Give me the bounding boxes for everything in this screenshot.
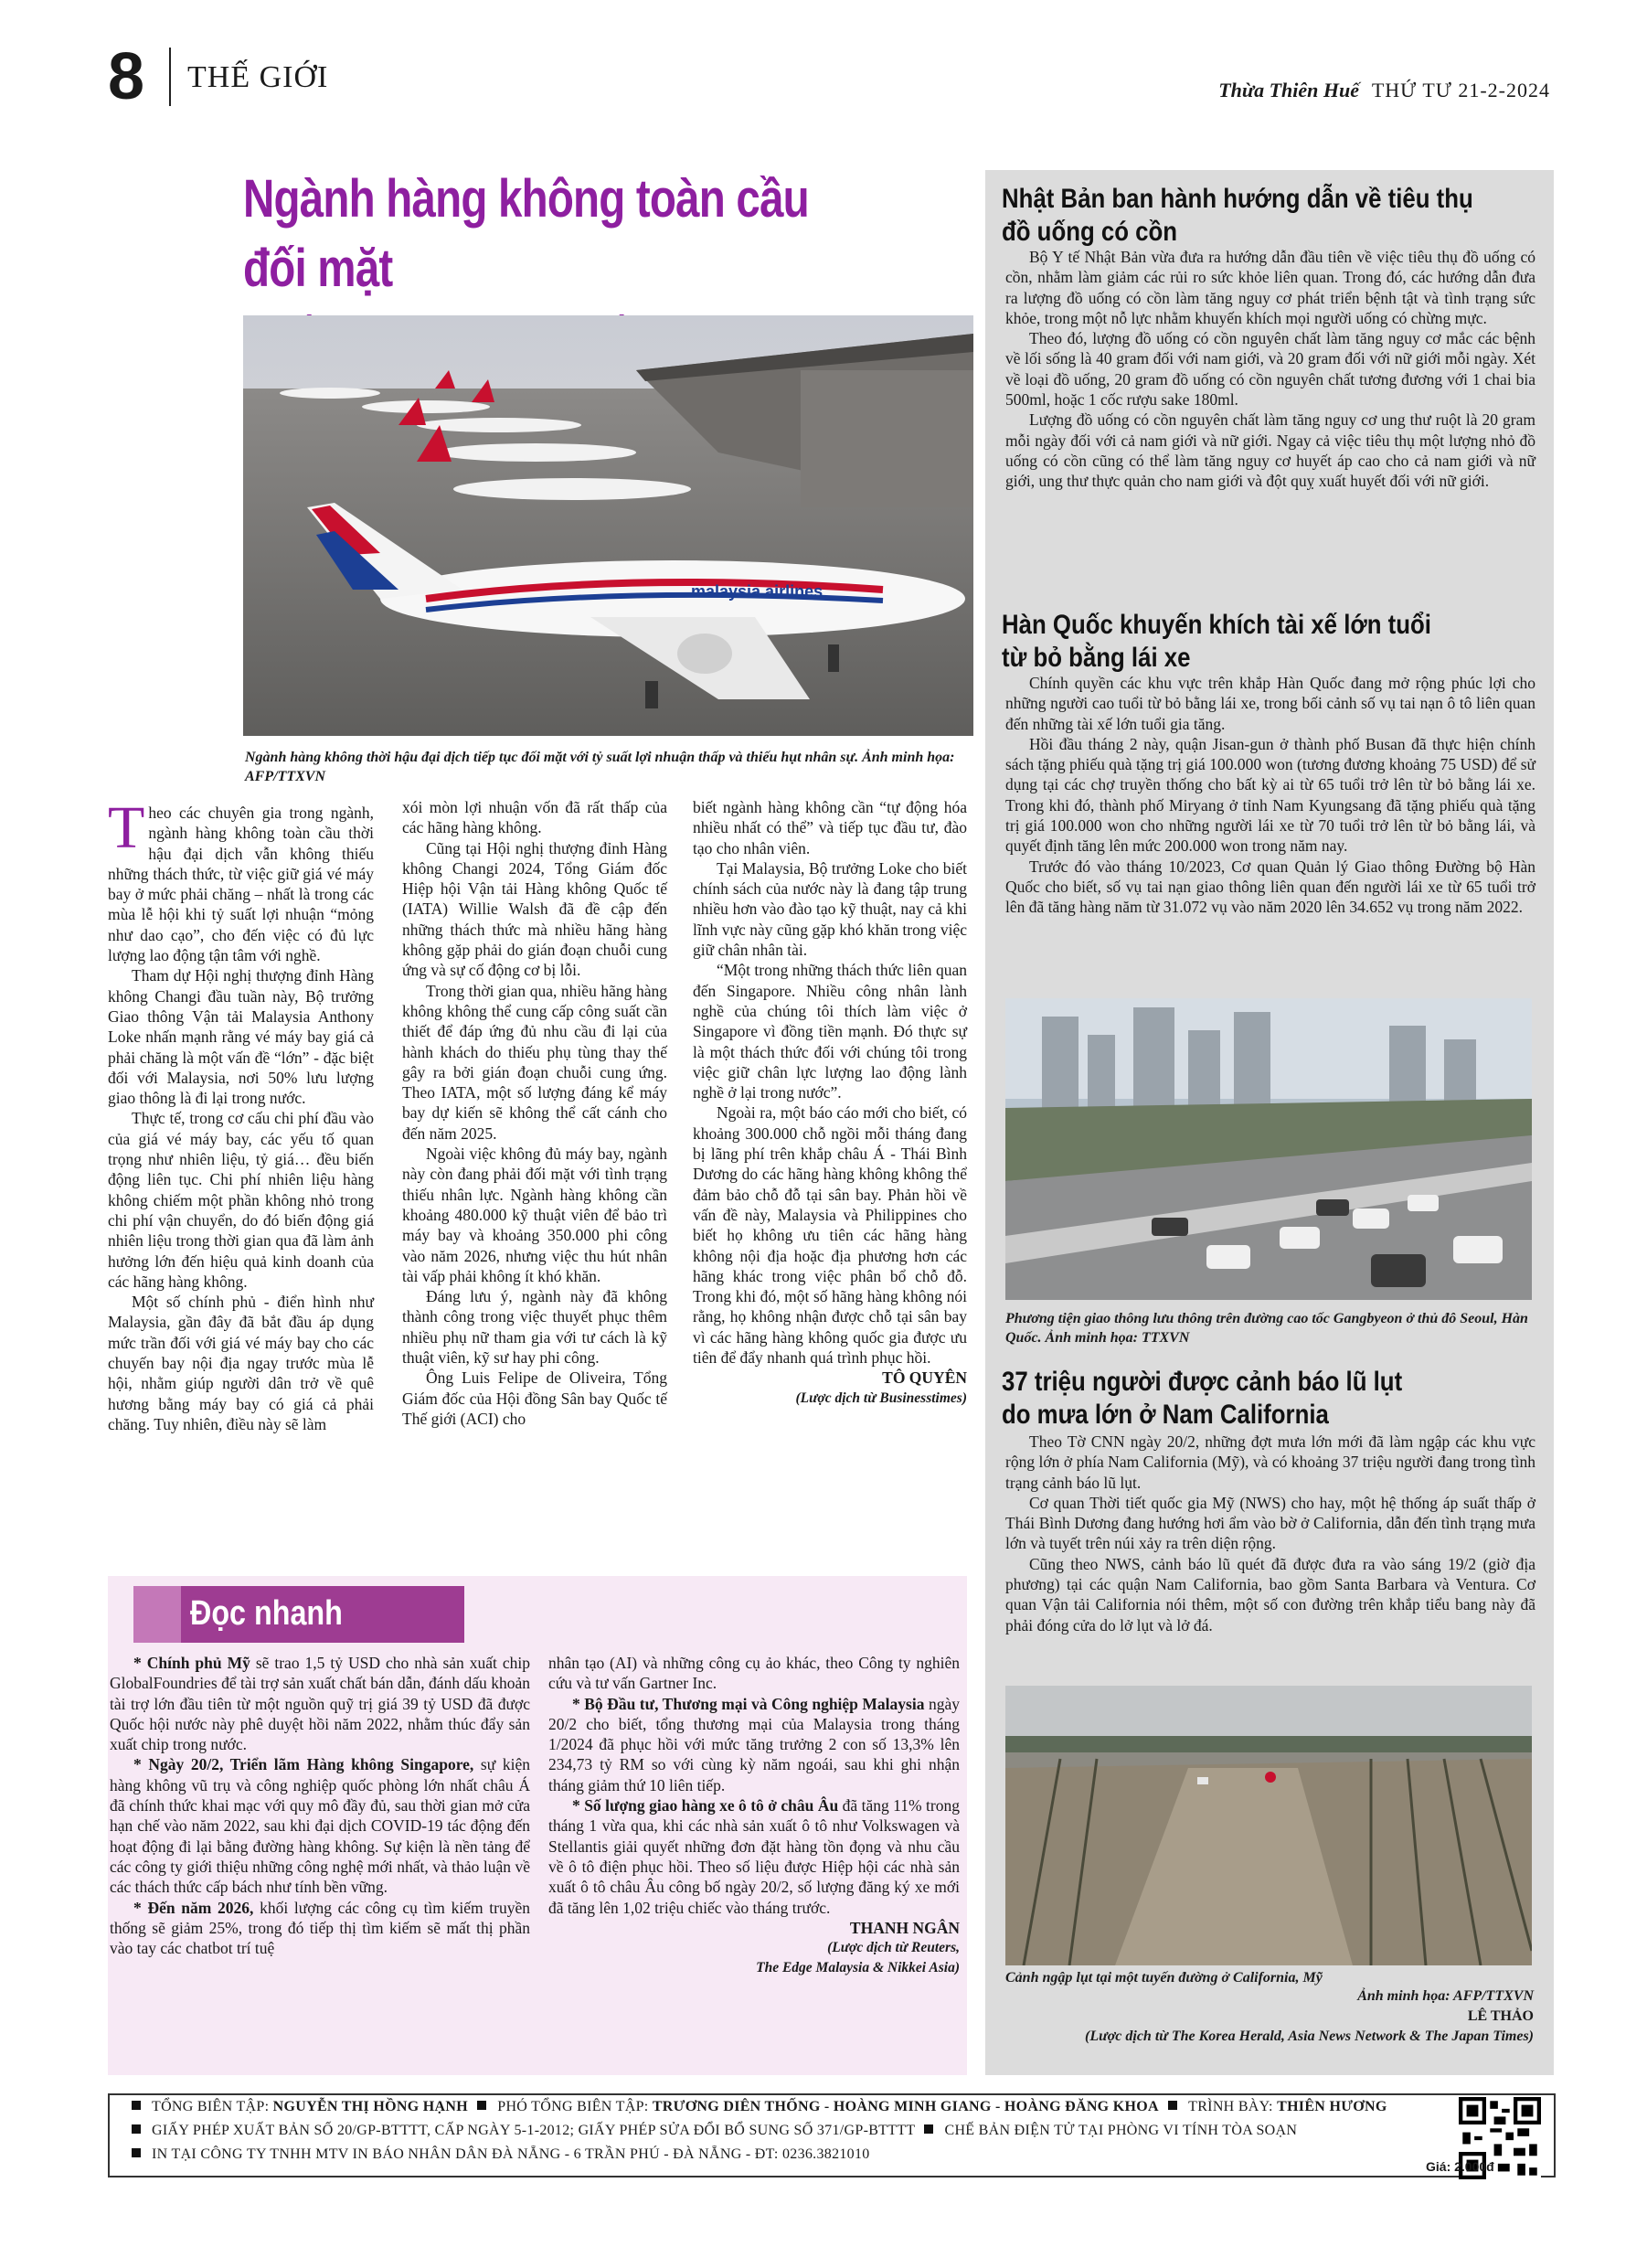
paragraph: “Một trong những thách thức liên quan đến Singapore. Nhiều công nhân lành nghề của chúng tôi thích làm việc ở Singapore vì đồng tiền mạnh. Đó thực sự là một thách thức đối với chúng tôi trong việc giữ chân lực lượng lao động lành nghề ở lại trong nước”. <box>693 961 967 1102</box>
price-label: Giá: 2.000đ <box>1426 2159 1494 2174</box>
main-article-col1 <box>108 794 374 1434</box>
headline-line: đồ uống có cồn <box>1002 217 1178 247</box>
paragraph: Bộ Y tế Nhật Bản vừa đưa ra hướng dẫn đầu tiên về việc tiêu thụ đồ uống có cồn, nhằm làm giảm các rủi ro sức khỏe liên quan. Trong đó, các hướng dẫn đưa ra lượng đồ uống có cồn làm tăng nguy cơ phát triển bệnh tật và tình trạng sức khỏe, trong một nỗ lực nhằm khuyến khích mọi người uống có chừng mực. <box>1005 248 1535 327</box>
sidebar-story3-photo-caption: Cảnh ngập lụt tại một tuyến đường ở California, Mỹ <box>1005 1970 1323 1986</box>
sidebar-author: LÊ THẢO <box>1467 2008 1534 2024</box>
quick-item-text: sẽ trao 1,5 tỷ USD cho nhà sản xuất chip GlobalFoundries để tài trợ sản xuất chất bán dẫn, đánh dấu khoản tài trợ lớn đầu tiên từ một nguồn quỹ trị giá 39 tỷ USD đã được Quốc hội nước này phê duyệt hồi năm 2022, nhằm thúc đẩy sản xuất chip trong nước. <box>110 1654 530 1754</box>
paragraph: Theo đó, lượng đồ uống có cồn nguyên chất làm tăng nguy cơ mắc các bệnh về lối sống là 40 gram đối với nam giới, và 20 gram đối với nữ giới mỗi ngày. Xét về loại đồ uống, 20 gram đồ uống có cồn nguyên chất tương đương với 1 chai bia 500ml, hoặc 1 cốc rượu sake 180ml. <box>1005 329 1535 410</box>
paragraph-text: heo các chuyên gia trong ngành, ngành hàng không toàn cầu thời hậu đại dịch vẫn không thiếu những thách thức, từ việc giữ giá vé máy bay ở mức phải chăng – nhất là trong các mùa lễ hội khi tỷ suất lợi nhuận “mỏng như dao cạo”, cho đến việc có đủ lực lượng lao động tận tâm với nghề. <box>108 804 374 965</box>
quick-item-text: ngày 20/2 cho biết, tổng thương mại của Malaysia trong tháng 1/2024 đã phục hồi với mức tăng trưởng 2 con số 13,3% lên 234,73 tỷ RM so với cùng kỳ năm ngoái, sau khi ghi nhận tháng giảm thứ 10 liên tiếp. <box>548 1694 960 1794</box>
headline-line: 37 triệu người được cảnh báo lũ lụt <box>1002 1367 1403 1397</box>
quick-item <box>110 1898 530 1959</box>
paragraph: Thực tế, trong cơ cấu chi phí đầu vào của giá vé máy bay, các yếu tố quan trọng như nhiên liệu, tỷ giá… đều biến động liên tục. Chi phí nhiên liệu hàng không chiếm một phần không nhỏ trong chi phí vận chuyển, do đó biến động giá nhiên liệu trong thời gian qua đã làm ảnh hưởng lớn đến hiệu quả kinh doanh của các hãng hàng không. <box>108 1109 374 1291</box>
printing-text: IN TẠI CÔNG TY TNHH MTV IN BÁO NHÂN DÂN ĐÀ NẴNG - 6 TRẦN PHÚ - ĐÀ NẴNG - ĐT: 0236.3821010 <box>152 2146 870 2162</box>
layout-name: THIÊN HƯƠNG <box>1277 2099 1387 2114</box>
paragraph: Chính quyền các khu vực trên khắp Hàn Quốc đang mở rộng phúc lợi cho những người cao tuổi từ bỏ bằng lái xe, trong bối cảnh số vụ tai nạn ô tô liên quan đến những tài xế lớn tuổi gia tăng. <box>1005 674 1535 733</box>
footer-line-editors <box>126 2099 1387 2115</box>
bullet-square-icon <box>924 2124 933 2134</box>
bullet-square-icon <box>132 2148 141 2157</box>
footer-label: TRÌNH BÀY: <box>1188 2099 1278 2114</box>
quick-read-title: Đọc nhanh <box>190 1594 343 1633</box>
paragraph: Đáng lưu ý, ngành này đã không thành công trong việc thuyết phục thêm nhiều phụ nữ tham gia với tư cách là kỹ thuật viên, kỹ sư hay phi công. <box>402 1287 667 1368</box>
bullet-square-icon <box>132 2101 141 2110</box>
flooded-road-photo <box>1005 1686 1532 1965</box>
sidebar-sources: (Lược dịch từ The Korea Herald, Asia News Network & The Japan Times) <box>1085 2028 1534 2044</box>
svg-text:malaysia airlines: malaysia airlines <box>691 582 824 601</box>
main-photo-caption: Ngành hàng không thời hậu đại dịch tiếp tục đối mặt với tỷ suất lợi nhuận thấp và thiếu hụt nhân sự. Ảnh minh họa: AFP/TTXVN <box>245 750 955 784</box>
article-source: (Lược dịch từ Businesstimes) <box>795 1390 967 1406</box>
paragraph: Trong thời gian qua, nhiều hãng hàng không không thể cung cấp công suất cần thiết để đáp ứng đủ nhu cầu đi lại của hành khách do thiếu phụ tùng thay thế gây ra bởi gián đoạn chuỗi cung ứng. Theo IATA, một số lượng đáng kể máy bay dự kiến sẽ không thể cất cánh cho đến năm 2025. <box>402 981 667 1143</box>
paragraph: Hồi đầu tháng 2 này, quận Jisan-gun ở thành phố Busan đã thực hiện chính sách tặng phiếu quà tặng trị giá 100.000 won (tương đương khoảng 75 USD) để sử dụng tại các chợ truyền thống cho bất kỳ ai từ 65 tuổi trở lên từ bỏ bằng lái xe. Trong khi đó, thành phố Miryang ở tỉnh Nam Kyungsang đã tặng phiếu quà tặng trị giá 100.000 won cho những người lái xe từ 70 tuổi trở lên từ bỏ bằng lái, và quyết định tăng lên mức 200.000 won trong năm nay. <box>1005 734 1535 856</box>
footer-label: PHÓ TỔNG BIÊN TẬP: <box>497 2099 653 2114</box>
quick-item-text: khối lượng các công cụ tìm kiếm truyền thống sẽ giảm 25%, trong đó tiếp thị tìm kiếm sẽ mất thị phần vào tay các chatbot trí tuệ <box>110 1898 530 1958</box>
paragraph: Cơ quan Thời tiết quốc gia Mỹ (NWS) cho hay, một hệ thống áp suất thấp ở Thái Bình Dương đang hướng hơi ẩm vào bờ ở California, dẫn đến tình trạng mưa lớn và tuyết trên núi xảy ra trên diện rộng. <box>1005 1493 1535 1553</box>
bullet-square-icon <box>477 2101 486 2110</box>
paragraph <box>108 794 374 965</box>
quick-item-text: nhân tạo (AI) và những công cụ ảo khác, theo Công ty nghiên cứu và tư vấn Gartner Inc. <box>548 1654 960 1693</box>
quick-item-text: sự kiện hàng không vũ trụ và công nghiệp quốc phòng lớn nhất châu Á đã chính thức khai mạc với quy mô đầy đủ, sau thời gian mở cửa hạn chế vào năm 2022, sau khi đại dịch COVID-19 tác động đến hoạt động đi lại bằng đường hàng không. Sự kiện là nền tảng để các công ty giới thiệu những công nghệ mới nhất, và thảo luận về các thách thức cấp bách như tính bền vững. <box>110 1755 530 1897</box>
paragraph: Một số chính phủ - điển hình như Malaysia, gần đây đã bắt đầu áp dụng mức trần đối với giá vé máy bay cho các chuyến bay nội địa ngay trước mùa lễ hội, nhằm giúp người dân trở về quê hương bằng máy bay có giá cả phải chăng. Tuy nhiên, điều này sẽ làm <box>108 1293 374 1433</box>
quick-read-col2 <box>548 1653 960 1979</box>
license-text: GIẤY PHÉP XUẤT BẢN SỐ 20/GP-BTTTT, CẤP NGÀY 5-1-2012; GIẤY PHÉP SỬA ĐỔI BỔ SUNG SỐ 371/GP-BTTTT <box>152 2123 916 2138</box>
page-number: 8 <box>108 40 145 113</box>
headline-line: từ bỏ bằng lái xe <box>1002 643 1191 673</box>
sidebar-story1-body <box>1005 247 1535 492</box>
quick-read-source-2: The Edge Malaysia & Nikkei Asia) <box>756 1960 960 1976</box>
paragraph: Cũng tại Hội nghị thượng đỉnh Hàng không Changi 2024, Tổng Giám đốc Hiệp hội Vận tải Hàng không Quốc tế (IATA) Willie Walsh đã đề cập đến những thách thức mà nhiều hãng hàng không gặp phải do gián đoạn chuỗi cung ứng và sự cố động cơ bị lỗi. <box>402 838 667 980</box>
header-divider <box>169 48 171 106</box>
footer-line-license <box>126 2123 1297 2139</box>
footer-label: TỔNG BIÊN TẬP: <box>152 2099 273 2114</box>
footer-line-printing <box>126 2146 870 2163</box>
quick-read-source-1: (Lược dịch từ Reuters, <box>827 1940 960 1956</box>
sidebar-story1-headline <box>1002 183 1536 249</box>
paragraph: Ông Luis Felipe de Oliveira, Tổng Giám đốc của Hội đồng Sân bay Quốc tế Thế giới (ACI) cho <box>402 1368 667 1428</box>
quick-item-lead: * Ngày 20/2, Triển lãm Hàng không Singapore, <box>133 1755 474 1774</box>
sidebar-story2-photo-caption: Phương tiện giao thông lưu thông trên đường cao tốc Gangbyeon ở thủ đô Seoul, Hàn Quốc. Ảnh minh họa: TTXVN <box>1005 1311 1528 1346</box>
sidebar-story3-photo-credit: Ảnh minh họa: AFP/TTXVN <box>1357 1988 1534 2004</box>
bullet-square-icon <box>1168 2101 1177 2110</box>
editor-name: NGUYỄN THỊ HỒNG HẠNH <box>272 2099 468 2114</box>
paragraph: Theo Tờ CNN ngày 20/2, những đợt mưa lớn mới đã làm ngập các khu vực rộng lớn ở phía Nam California (Mỹ), và có khoảng 37 triệu người đang trong tình trạng cảnh báo lũ lụt. <box>1005 1432 1535 1492</box>
dropcap: T <box>108 794 145 861</box>
quick-item-text: đã tăng 11% trong tháng 1 vừa qua, khi các nhà sản xuất ô tô như Volkswagen và Stellantis giải quyết những đơn đặt hàng tồn đọng và nhu cầu về ô tô điện phục hồi. Theo số liệu được Hiệp hội các nhà sản xuất ô tô châu Âu công bố ngày 20/2, số lượng đăng ký xe mới đã tăng lên 1,02 triệu chiếc vào tháng trước. <box>548 1796 960 1917</box>
quick-read-author: THANH NGÂN <box>849 1918 960 1937</box>
typesetting-text: CHẾ BẢN ĐIỆN TỬ TẠI PHÒNG VI TÍNH TÒA SOẠN <box>944 2123 1298 2138</box>
paragraph: Tham dự Hội nghị thượng đỉnh Hàng không Changi đầu tuần này, Bộ trưởng Giao thông Vận tải Malaysia Anthony Loke nhấn mạnh rằng vé máy bay giá cả phải chăng là một vấn đề “lớn” - đặc biệt đối với Malaysia, nơi 50% lưu lượng giao thông là đi lại trong nước. <box>108 966 374 1108</box>
sidebar-story3-headline <box>1002 1366 1536 1432</box>
article-author: TÔ QUYÊN <box>882 1368 967 1388</box>
quick-item-lead: * Đến năm 2026, <box>133 1898 254 1917</box>
paragraph: xói mòn lợi nhuận vốn đã rất thấp của các hãng hàng không. <box>402 798 667 837</box>
airplanes-photo <box>243 315 973 736</box>
issue-date: THỨ TƯ 21-2-2024 <box>1371 79 1550 101</box>
main-article-col2 <box>402 797 667 1429</box>
paragraph: Ngoài việc không đủ máy bay, ngành này còn đang phải đối mặt với tình trạng thiếu nhân lực. Ngành hàng không cần khoảng 480.000 kỹ thuật viên để bảo trì máy bay và khoảng 350.000 phi công vào năm 2026, nhưng việc thu hút nhân tài vấp phải không ít khó khăn. <box>402 1145 667 1285</box>
paragraph: Trước đó vào tháng 10/2023, Cơ quan Quản lý Giao thông Đường bộ Hàn Quốc cho biết, số vụ tai nạn giao thông liên quan đến người lái xe từ 65 tuổi trở lên đã tăng hàng năm từ 31.072 vụ vào năm 2020 lên 34.652 vụ trong năm 2022. <box>1005 857 1535 917</box>
sidebar-story3-body <box>1005 1432 1535 1635</box>
quick-item <box>548 1653 960 1694</box>
paragraph: Tại Malaysia, Bộ trưởng Loke cho biết chính sách của nước này là đang tập trung nhiều hơn vào đào tạo kỹ thuật, nay cả khi lĩnh vực này cũng gặp khó khăn trong việc giữ chân nhân tài. <box>693 858 967 960</box>
quick-read-col1 <box>110 1653 530 1958</box>
quick-item <box>110 1754 530 1897</box>
quick-item-lead: * Số lượng giao hàng xe ô tô ở châu Âu <box>572 1796 839 1815</box>
bullet-square-icon <box>132 2124 141 2134</box>
paragraph: Cũng theo NWS, cảnh báo lũ quét đã được đưa ra vào sáng 19/2 (giờ địa phương) tại các quận Nam California, bao gồm Santa Barbara và Ventura. Cơ quan Vận tải California nói thêm, một số con đường trên khắp tiểu bang này đã phải đóng cửa do lở lụt và lở đá. <box>1005 1554 1535 1634</box>
paragraph: biết ngành hàng không cần “tự động hóa nhiều nhất có thể” và tiếp tục đầu tư, đào tạo cho nhân viên. <box>693 798 967 857</box>
section-name: THẾ GIỚI <box>187 60 329 94</box>
quick-item <box>548 1694 960 1795</box>
headline-line: do mưa lớn ở Nam California <box>1002 1400 1329 1430</box>
deputy-names: TRƯƠNG DIÊN THỐNG - HOÀNG MINH GIANG - HOÀNG ĐĂNG KHOA <box>652 2099 1159 2114</box>
quick-item <box>548 1795 960 1918</box>
paragraph: Ngoài ra, một báo cáo mới cho biết, có khoảng 300.000 chỗ ngồi mỗi tháng đang bị lãng phí trên khắp châu Á - Thái Bình Dương do các hãng hàng không không thể đảm bảo chỗ đỗ tại sân bay. Phản hồi về vấn đề này, Malaysia và Philippines cho biết họ không ưu tiên các hãng hàng không nội địa hoặc địa phương hơn các hãng khác trong việc phân bổ chỗ đỗ. Trong khi đó, một số hãng hàng không nói rằng, họ không nhận được chỗ tại sân bay vì các hãng hàng không quốc gia được ưu tiên để đẩy nhanh quá trình phục hồi. <box>693 1103 967 1368</box>
paper-name: Thừa Thiên Huế <box>1218 79 1359 101</box>
quick-read-accent <box>133 1586 181 1643</box>
main-headline-line1: Ngành hàng không toàn cầu đối mặt <box>243 169 809 298</box>
main-article-col3 <box>693 797 967 1409</box>
quick-item-lead: * Bộ Đầu tư, Thương mại và Công nghiệp Malaysia <box>572 1694 925 1713</box>
highway-traffic-photo <box>1005 998 1532 1300</box>
sidebar-story2-body <box>1005 673 1535 918</box>
headline-line: Nhật Bản ban hành hướng dẫn về tiêu thụ <box>1002 184 1473 214</box>
paragraph: Lượng đồ uống có cồn nguyên chất làm tăng nguy cơ ung thư ruột là 20 gram mỗi ngày đối với cả nam giới và nữ giới. Ngay cả việc tiêu thụ một lượng nhỏ đồ uống có cồn cũng có thể làm tăng nguy cơ huyết áp cao cho cả nam giới và nữ giới, ung thư thực quản cho nam giới và đột quỵ xuất huyết đối với nữ giới. <box>1005 410 1535 491</box>
sidebar-story2-headline <box>1002 609 1536 675</box>
quick-item <box>110 1653 530 1754</box>
headline-line: Hàn Quốc khuyến khích tài xế lớn tuổi <box>1002 610 1431 640</box>
quick-item-lead: * Chính phủ Mỹ <box>133 1654 250 1672</box>
